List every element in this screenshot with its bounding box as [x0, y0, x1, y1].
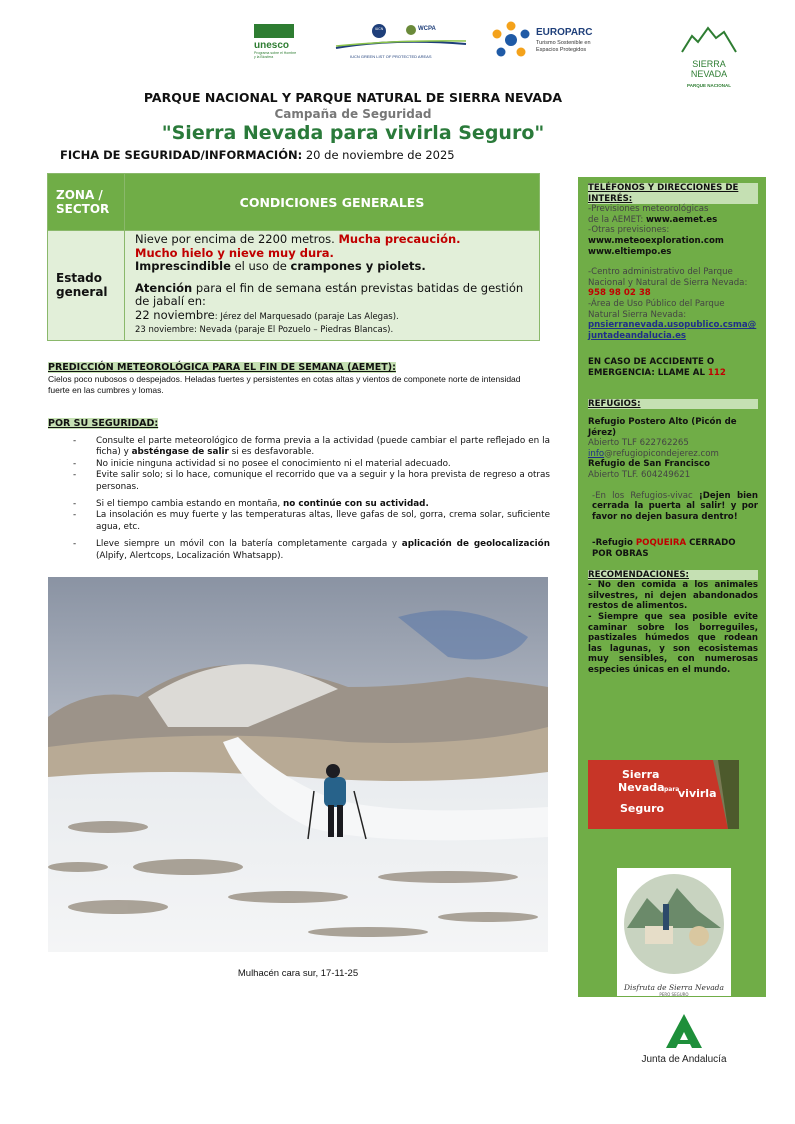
ficha-date: 20 de noviembre de 2025 — [305, 148, 455, 162]
sidebar-content — [588, 183, 758, 676]
vivac-note: -En los Refugios-vivac ¡Dejen bien cerrada la puerta al salir! y por favor no dejen basura dentro! — [592, 490, 759, 522]
disfruta-badge — [617, 868, 731, 996]
otras-label: -Otras previsiones: — [588, 225, 670, 236]
mountain-photo — [48, 577, 548, 952]
shirt-text-5: Seguro — [620, 802, 665, 815]
safety-item: - Evite salir solo; si lo hace, comunique el recorrido que va a seguir y la hora prevista de regreso a otras personas. — [48, 470, 550, 493]
sierra-nevada-line3: PARQUE NACIONAL — [687, 83, 731, 88]
cond-line-1: Nieve por encima de 2200 metros. Mucha precaución. — [135, 232, 461, 246]
europarc-logo — [490, 20, 600, 60]
refugio-2-phone: Abierto TLF. 604249621 — [588, 470, 691, 481]
aemet-link[interactable]: www.aemet.es — [645, 214, 718, 225]
aemet-line: de la AEMET: www.aemet.es — [588, 214, 718, 225]
europarc-line1: Turismo Sostenible en — [536, 40, 591, 46]
europarc-name: EUROPARC — [536, 27, 593, 38]
shirt-text-1: Sierra — [622, 768, 660, 781]
shirt-text-3: para — [664, 786, 680, 793]
safety-title: POR SU SEGURIDAD: — [48, 418, 159, 429]
refugio-1-phone: Abierto TLF 622762265 — [588, 438, 689, 449]
eltiempo-link[interactable]: www.eltiempo.es — [588, 246, 672, 257]
aemet-label: -Previsiones meteorológicas — [588, 204, 709, 215]
conditions-body — [125, 231, 540, 341]
cond-line-3: Imprescindible el uso de crampones y piolets. — [135, 259, 426, 273]
badge-text-2: PERO SEGURO — [659, 992, 689, 996]
conditions-header: CONDICIONES GENERALES — [125, 174, 540, 231]
safety-item: - Si el tiempo cambia estando en montaña, no continúe con su actividad. — [48, 499, 550, 510]
refugio-2-name: Refugio de San Francisco — [588, 459, 710, 470]
junta-logo — [636, 1012, 732, 1068]
cond-line-4: Atención para el fin de semana están previstas batidas de gestión de jabalí en: — [135, 280, 524, 308]
uso-label: -Área de Uso Público del Parque Natural Sierra Nevada: — [588, 298, 725, 320]
page-title: PARQUE NACIONAL Y PARQUE NATURAL DE SIERRA NEVADA — [143, 90, 563, 105]
cond-line-2: Mucho hielo y nieve muy dura. — [135, 245, 334, 260]
poqueira-note: -Refugio POQUEIRA CERRADO POR OBRAS — [592, 538, 736, 560]
campaign-subtitle: Campaña de Seguridad — [274, 107, 432, 121]
wcpa-label: WCPA — [418, 26, 436, 32]
junta-a-icon — [636, 1012, 732, 1050]
safety-item: - No inicie ninguna actividad si no posee el conocimiento ni el material adecuado. — [48, 459, 550, 470]
green-list-swoosh-icon — [334, 36, 468, 52]
shirt-text-2: Nevada — [618, 781, 665, 794]
recomendaciones-title: RECOMENDACIONES: — [588, 570, 758, 581]
wcpa-badge-icon — [406, 25, 416, 35]
conditions-table — [47, 173, 540, 341]
campaign-title: "Sierra Nevada para vivirla Seguro" — [161, 122, 545, 144]
iucn-caption: IUCN GREEN LIST OF PROTECTED AREAS — [350, 54, 432, 59]
recommendation-2: - Siempre que sea posible evite caminar sobre los borreguiles, pastizales húmedos que rodean las lagunas, y son ecosistemas muy sensibles, con numerosas especies únicas en el mundo. — [588, 612, 758, 675]
refugio-1-email[interactable]: info@refugiopicondejerez.com — [588, 448, 719, 459]
ficha-line — [60, 148, 455, 162]
unesco-caption: Programa sobre el Hombre y la Biosfera — [254, 51, 297, 59]
centro-phone: 958 98 02 38 — [588, 288, 651, 299]
sierra-nevada-logo — [680, 26, 738, 98]
meteoexploration-link[interactable]: www.meteoexploration.com — [588, 235, 724, 246]
refugios-title: REFUGIOS: — [588, 399, 758, 410]
shirt-text-4: vivirla — [678, 787, 717, 800]
recommendation-1: - No den comida a los animales silvestres, ni dejen abandonados restos de alimentos. — [588, 580, 758, 612]
row-label-estado: Estado general — [48, 231, 125, 341]
phones-title: TELÉFONOS Y DIRECCIONES DE INTERÉS: — [588, 183, 758, 204]
sierra-nevada-line2: NEVADA — [690, 69, 728, 79]
photo-caption: Mulhacén cara sur, 17-11-25 — [237, 968, 359, 979]
unesco-logo — [254, 24, 302, 64]
safety-list — [48, 436, 550, 562]
campaign-shirt-photo — [588, 760, 739, 829]
prediction-title: PREDICCIÓN METEOROLÓGICA PARA EL FIN DE SEMANA (AEMET): — [48, 362, 396, 373]
unesco-name: unesco — [254, 40, 290, 51]
prediction-text: Cielos poco nubosos o despejados. Heladas fuertes y persistentes en cotas altas y vientos de componete norte de intensidad fuerte en las cumbres y lomas. — [48, 374, 521, 395]
emergency-line: EN CASO DE ACCIDENTE O EMERGENCIA: LLAME AL 112 — [588, 357, 726, 378]
junta-name: Junta de Andalucía — [641, 1054, 727, 1065]
badge-text-1: Disfruta de Sierra Nevada — [624, 983, 724, 992]
zone-header: ZONA / SECTOR — [48, 174, 125, 231]
uso-email-link[interactable]: pnsierranevada.usopublico.csma@juntadeandalucia.es — [588, 320, 757, 341]
cond-line-5: 22 noviembre: Jérez del Marquesado (paraje Las Alegas). — [135, 307, 399, 322]
ficha-label: FICHA DE SEGURIDAD/INFORMACIÓN: — [60, 148, 303, 162]
iucn-label: IUCN — [374, 27, 384, 31]
safety-item: - Lleve siempre un móvil con la batería completamente cargada y aplicación de geolocalización (Alpify, Alertcops, Localización Whatsapp). — [48, 539, 550, 562]
safety-item: - Consulte el parte meteorológico de forma previa a la actividad (puede cambiar el parte reflejado en la ficha) y absténgase de salir si es desfavorable. — [48, 436, 550, 459]
safety-item: - La insolación es muy fuerte y las temperaturas altas, lleve gafas de sol, gorra, crema solar, suficiente agua, etc. — [48, 510, 550, 533]
mountain-icon — [680, 26, 738, 56]
iucn-green-list-logo — [334, 22, 468, 62]
europarc-line2: Espacios Protegidos — [536, 47, 587, 53]
europarc-star-icon — [490, 20, 532, 60]
unesco-temple-icon — [254, 24, 294, 38]
sierra-nevada-line1: SIERRA — [692, 59, 726, 69]
centro-label: -Centro administrativo del Parque Nacional y Natural de Sierra Nevada: — [588, 267, 748, 288]
refugio-1-name: Refugio Postero Alto (Picón de Jérez) — [588, 417, 737, 438]
cond-line-6: 23 noviembre: Nevada (paraje El Pozuelo – Piedras Blancas). — [135, 325, 394, 335]
